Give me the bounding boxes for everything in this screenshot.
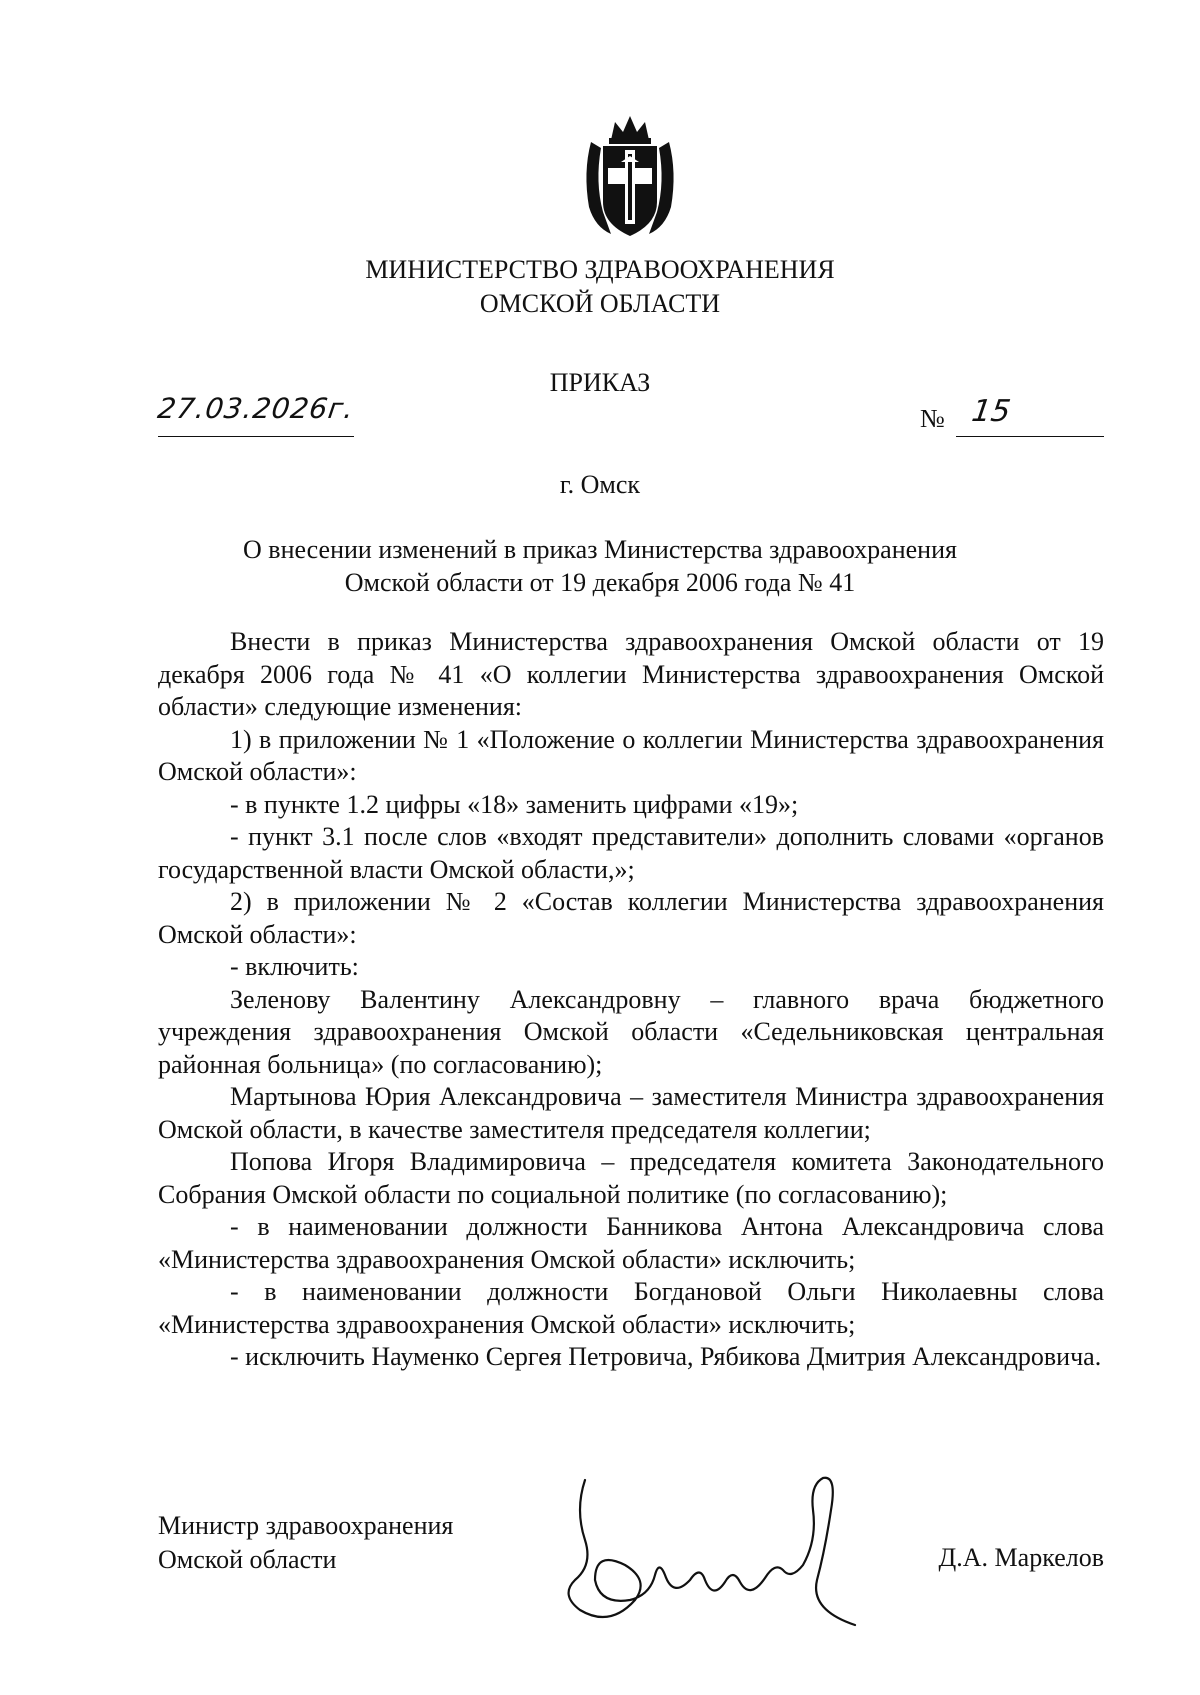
city: г. Омск (559, 470, 641, 499)
body-paragraph: Мартынова Юрия Александровича – заместителя Министра здравоохранения Омской области, в качестве заместителя председателя коллегии; (158, 1082, 1104, 1144)
subject-line2: Омской области от 19 декабря 2006 года № 41 (344, 568, 856, 597)
body-paragraph: - в пункте 1.2 цифры «18» заменить цифрами «19»; (230, 789, 799, 819)
signer-position (158, 1509, 453, 1577)
signer-position-line2: Омской области (158, 1545, 337, 1574)
handwritten-signature (555, 1470, 915, 1630)
number-underline (956, 436, 1104, 437)
body-paragraph: Внести в приказ Министерства здравоохранения Омской области от 19 декабря 2006 года № 41 «О коллегии Министерства здравоохранения Омской области» следующие изменения: (158, 627, 1104, 721)
body-paragraph: - исключить Науменко Сергея Петровича, Рябикова Дмитрия Александровича. (230, 1342, 1102, 1371)
coat-of-arms-emblem (581, 112, 679, 242)
order-date: 27.03.2026г. (155, 392, 357, 425)
order-subject (0, 533, 1200, 599)
number-sign: № (920, 404, 945, 433)
order-number: 15 (969, 394, 1013, 429)
body-paragraph: 1) в приложении № 1 «Положение о коллегии Министерства здравоохранения Омской области»: (158, 724, 1104, 786)
body-paragraph: - в наименовании должности Банникова Антона Александровича слова «Министерства здравоохранения Омской области» исключить; (158, 1212, 1104, 1274)
subject-line1: О внесении изменений в приказ Министерства здравоохранения (243, 535, 957, 564)
signer-position-line1: Министр здравоохранения (158, 1511, 454, 1540)
order-body (158, 626, 1104, 1374)
body-paragraph: - включить: (230, 952, 359, 981)
ministry-name-line2: ОМСКОЙ ОБЛАСТИ (479, 289, 721, 318)
body-paragraph: Зеленову Валентину Александровну – главного врача бюджетного учреждения здравоохранения Омской области «Седельниковская центральная районная больница» (по согласованию); (158, 984, 1104, 1079)
signer-name: Д.А. Маркелов (938, 1543, 1104, 1572)
body-paragraph: Попова Игоря Владимировича – председателя комитета Законодательного Собрания Омской области по социальной политике (по согласованию); (158, 1147, 1104, 1209)
body-paragraph: - пункт 3.1 после слов «входят представители» дополнить словами «органов государственной власти Омской области,»; (158, 822, 1104, 884)
ministry-name-line1: МИНИСТЕРСТВО ЗДРАВООХРАНЕНИЯ (365, 255, 835, 284)
document-type-title: ПРИКАЗ (549, 368, 651, 397)
body-paragraph: - в наименовании должности Богдановой Ольги Николаевны слова «Министерства здравоохранения Омской области» исключить; (158, 1277, 1104, 1339)
date-underline (158, 436, 354, 437)
body-paragraph: 2) в приложении № 2 «Состав коллегии Министерства здравоохранения Омской области»: (158, 887, 1104, 949)
